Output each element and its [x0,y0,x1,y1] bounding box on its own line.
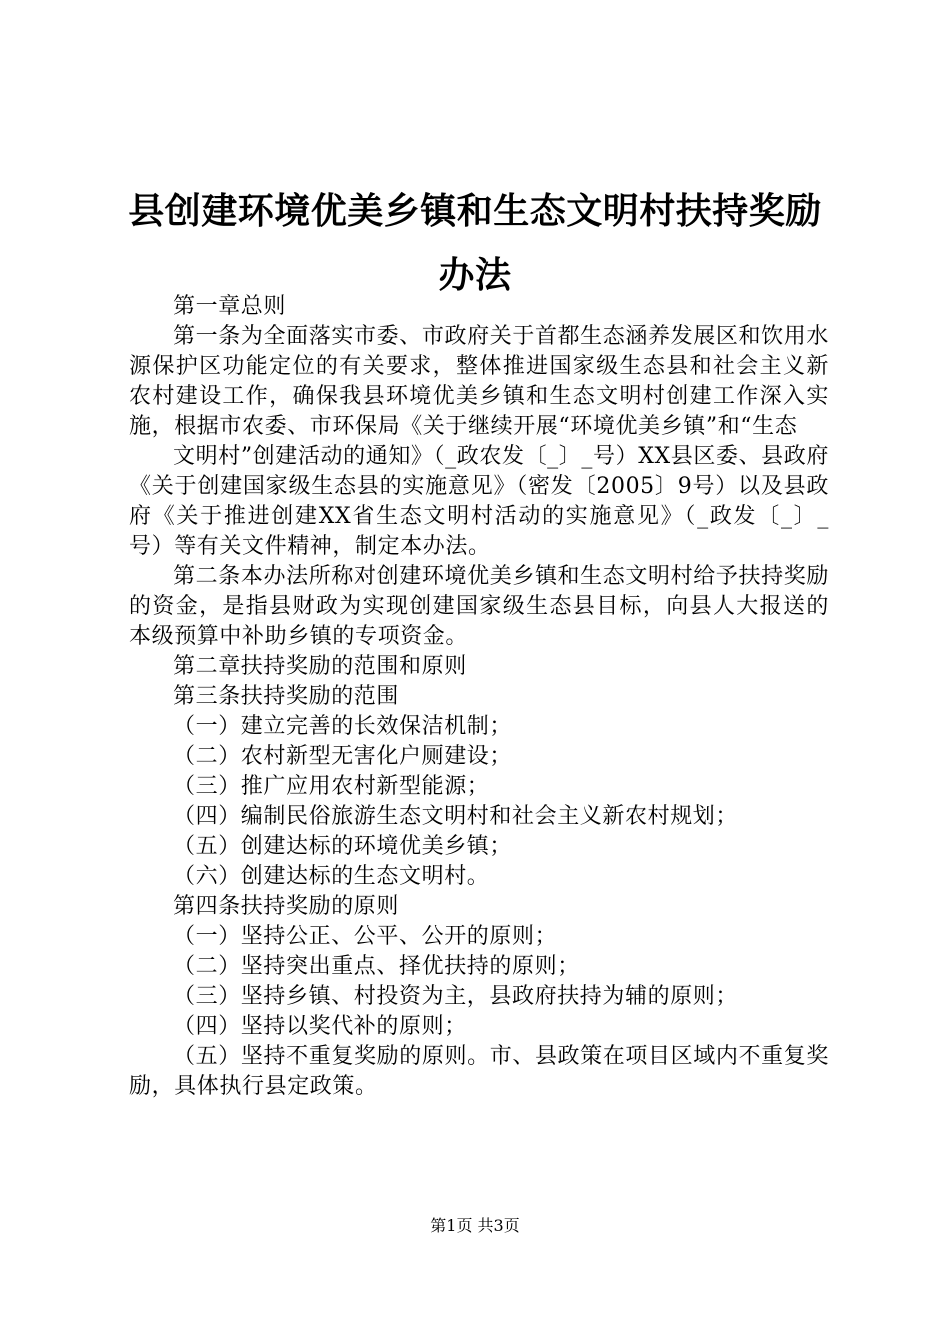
list-item: （五）坚持不重复奖励的原则。市、县政策在项目区域内不重复奖励，具体执行县定政策。 [129,1044,829,1099]
list-item: （二）坚持突出重点、择优扶持的原则； [173,954,580,979]
list-item: （二）农村新型无害化户厕建设； [173,744,513,769]
list-item: （四）坚持以奖代补的原则； [173,1014,467,1039]
page-footer: 第1页 共3页 [430,1216,520,1235]
list-item: （五）创建达标的环境优美乡镇； [173,834,513,859]
document-body [129,292,829,1102]
list-item: （三）推广应用农村新型能源； [173,774,490,799]
article-heading: 第三条扶持奖励的范围 [173,684,400,709]
chapter-heading: 第一章总则 [173,294,287,319]
article-paragraph: 文明村”创建活动的通知》（_政农发〔_〕_号）XX县区委、县政府《关于创建国家级生态县的实施意见》（密发〔2005〕9号）以及县政府《关于推进创建XX省生态文明村活动的实施意见》（_政发〔_〕_号）等有关文件精神，制定本办法。 [129,444,829,559]
article-paragraph: 第一条为全面落实市委、市政府关于首都生态涵养发展区和饮用水源保护区功能定位的有关要求，整体推进国家级生态县和社会主义新农村建设工作，确保我县环境优美乡镇和生态文明村创建工作深入实施，根据市农委、市环保局《关于继续开展“环境优美乡镇”和“生态 [129,324,829,439]
list-item: （一）坚持公正、公平、公开的原则； [173,924,558,949]
article-heading: 第四条扶持奖励的原则 [173,894,400,919]
chapter-heading: 第二章扶持奖励的范围和原则 [173,654,467,679]
article-paragraph: 第二条本办法所称对创建环境优美乡镇和生态文明村给予扶持奖励的资金，是指县财政为实现创建国家级生态县目标，向县人大报送的本级预算中补助乡镇的专项资金。 [129,564,829,649]
list-item: （四）编制民俗旅游生态文明村和社会主义新农村规划； [173,804,739,829]
list-item: （一）建立完善的长效保洁机制； [173,714,513,739]
document-title: 县创建环境优美乡镇和生态文明村扶持奖励办法 [128,191,822,296]
list-item: （三）坚持乡镇、村投资为主，县政府扶持为辅的原则； [173,984,739,1009]
list-item: （六）创建达标的生态文明村。 [173,864,490,889]
